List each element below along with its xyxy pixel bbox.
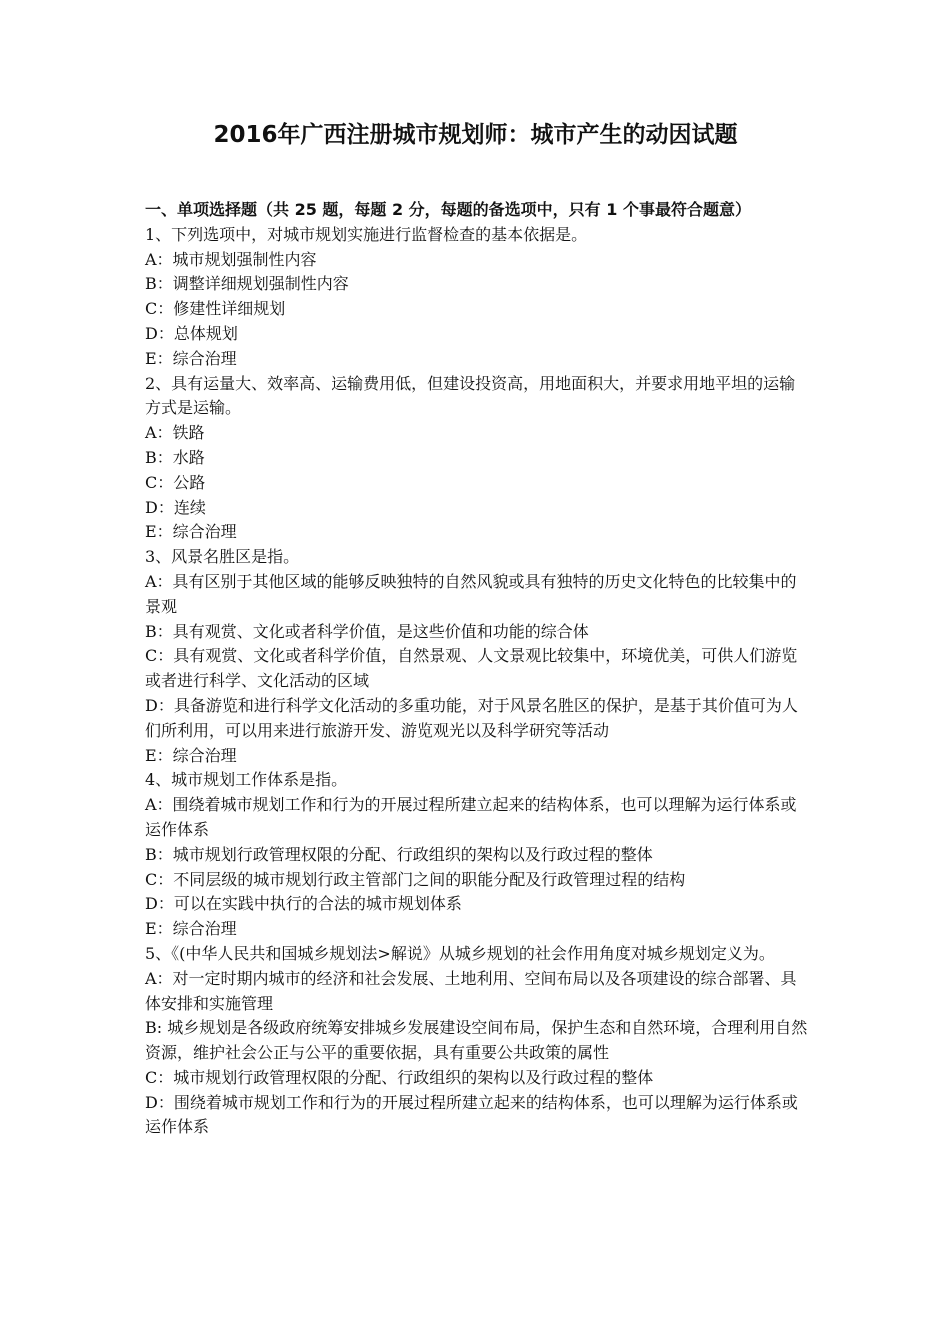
question-block <box>145 768 810 942</box>
option-a: A：城市规划强制性内容 <box>145 249 317 269</box>
option-d: D：可以在实践中执行的合法的城市规划体系 <box>145 894 462 914</box>
option-a: A：围绕着城市规划工作和行为的开展过程所建立起来的结构体系，也可以理解为运行体系或运作体系 <box>145 795 797 839</box>
option-b: B：调整详细规划强制性内容 <box>145 274 349 294</box>
option-e: E：综合治理 <box>145 522 237 542</box>
option-d: D：总体规划 <box>145 323 238 343</box>
option-c: C：公路 <box>145 472 206 492</box>
option-a: A：具有区别于其他区域的能够反映独特的自然风貌或具有独特的历史文化特色的比较集中的景观 <box>145 571 797 616</box>
question-block <box>145 545 810 768</box>
option-d: D：具备游览和进行科学文化活动的多重功能，对于风景名胜区的保护，是基于其价值可为人们所利用，可以用来进行旅游开发、游览观光以及科学研究等活动 <box>145 695 798 740</box>
question-stem: 2、具有运量大、效率高、运输费用低，但建设投资高，用地面积大，并要求用地平坦的运输方式是运输。 <box>145 373 796 418</box>
option-d: D：围绕着城市规划工作和行为的开展过程所建立起来的结构体系，也可以理解为运行体系或运作体系 <box>145 1092 798 1137</box>
option-b: B：城市规划行政管理权限的分配、行政组织的架构以及行政过程的整体 <box>145 844 653 864</box>
option-b: B：具有观赏、文化或者科学价值，是这些价值和功能的综合体 <box>145 621 589 641</box>
option-c: C：城市规划行政管理权限的分配、行政组织的架构以及行政过程的整体 <box>145 1067 654 1087</box>
option-e: E：综合治理 <box>145 919 237 939</box>
question-stem: 4、城市规划工作体系是指。 <box>145 770 348 790</box>
question-block <box>145 372 810 546</box>
option-e: E：综合治理 <box>145 348 237 368</box>
section-heading: 一、单项选择题（共 25 题，每题 2 分，每题的备选项中，只有 1 个事最符合题意） <box>145 200 751 219</box>
document-page <box>145 118 810 1140</box>
option-b: B: 城乡规划是各级政府统筹安排城乡发展建设空间布局，保护生态和自然环境，合理利用自然资源，维护社会公正与公平的重要依据，具有重要公共政策的属性 <box>145 1018 808 1063</box>
option-e: E：综合治理 <box>145 745 237 765</box>
option-c: C：不同层级的城市规划行政主管部门之间的职能分配及行政管理过程的结构 <box>145 869 686 889</box>
option-b: B：水路 <box>145 447 205 467</box>
question-stem: 5、《(中华人民共和国城乡规划法>解说》从城乡规划的社会作用角度对城乡规划定义为。 <box>145 943 775 963</box>
question-stem: 3、风景名胜区是指。 <box>145 547 300 567</box>
option-c: C：具有观赏、文化或者科学价值，自然景观、人文景观比较集中，环境优美，可供人们游览或者进行科学、文化活动的区域 <box>145 646 798 691</box>
document-title: 2016年广西注册城市规划师：城市产生的动因试题 <box>213 122 738 148</box>
option-c: C：修建性详细规划 <box>145 299 286 319</box>
option-d: D：连续 <box>145 497 206 517</box>
question-stem: 1、下列选项中，对城市规划实施进行监督检查的基本依据是。 <box>145 224 588 244</box>
question-block <box>145 942 810 1140</box>
option-a: A：对一定时期内城市的经济和社会发展、土地利用、空间布局以及各项建设的综合部署、具体安排和实施管理 <box>145 968 797 1013</box>
option-a: A：铁路 <box>145 423 205 443</box>
question-block <box>145 223 810 372</box>
